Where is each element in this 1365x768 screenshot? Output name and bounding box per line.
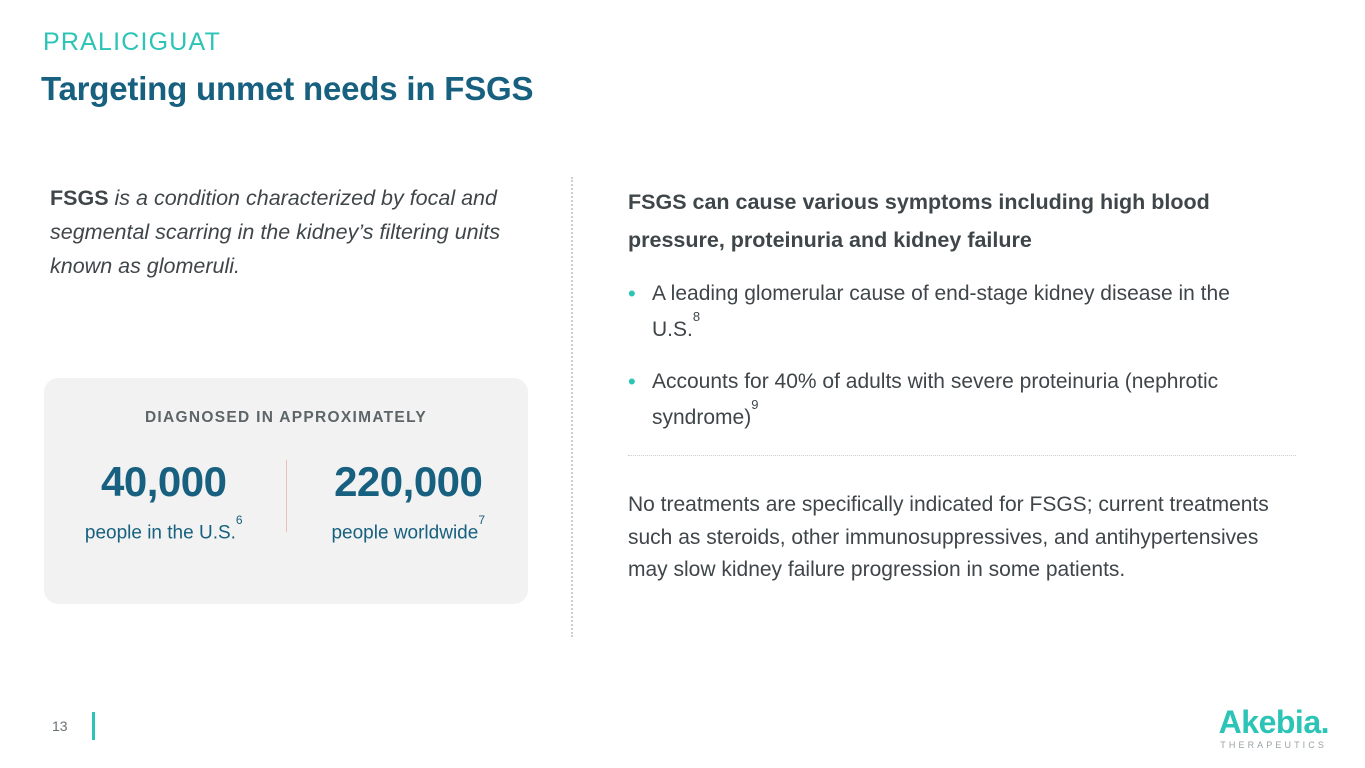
stat-block-us (44, 456, 284, 546)
eyebrow-label: PRALICIGUAT (43, 28, 222, 56)
stat-number-us: 40,000 (101, 458, 227, 505)
lead-paragraph (50, 181, 520, 283)
page-number-tick (92, 712, 95, 740)
lead-paragraph-rest: is a condition characterized by focal and segmental scarring in the kidney’s filtering units known as glomeruli. (50, 186, 501, 278)
page-title: Targeting unmet needs in FSGS (41, 70, 534, 107)
left-column (50, 181, 520, 283)
stat-caption-worldwide-text: people worldwide (331, 522, 479, 544)
horizontal-divider (628, 455, 1296, 457)
list-item-text-body: A leading glomerular cause of end-stage kidney disease in the U.S. (652, 282, 1230, 341)
stat-caption-us-footnote: 6 (235, 512, 243, 527)
stat-separator (286, 460, 287, 532)
list-item-text (652, 279, 1252, 345)
right-column (628, 183, 1298, 587)
list-item-footnote: 8 (692, 308, 701, 324)
treatment-paragraph: No treatments are specifically indicated for FSGS; current treatments such as steroids, other immunosuppressives, and antihypertensives may slow kidney failure progression in some patients. (628, 493, 1269, 581)
stat-caption-us (48, 514, 280, 546)
list-item (628, 367, 1298, 433)
bullet-list (628, 279, 1298, 433)
right-heading: FSGS can cause various symptoms including high blood pressure, proteinuria and kidney failure (628, 190, 1210, 252)
page-number: 13 (52, 718, 68, 734)
stat-number-worldwide: 220,000 (334, 458, 483, 505)
stat-card-label: DIAGNOSED IN APPROXIMATELY (144, 409, 428, 426)
list-item-text-body: Accounts for 40% of adults with severe proteinuria (nephrotic syndrome) (652, 370, 1219, 429)
list-item-footnote: 9 (751, 396, 759, 412)
stat-caption-us-text: people in the U.S. (84, 522, 236, 544)
logo-wordmark (1219, 706, 1329, 738)
akebia-logo (1219, 706, 1329, 750)
list-item (628, 279, 1298, 345)
vertical-divider (571, 177, 574, 637)
logo-wordmark-text: Akebia (1218, 704, 1321, 740)
bullet-dot-icon: • (628, 369, 636, 394)
logo-dot-icon: . (1320, 704, 1329, 740)
stat-caption-worldwide (293, 514, 525, 546)
logo-subtitle: THERAPEUTICS (1220, 740, 1327, 750)
lead-paragraph-strong: FSGS (50, 186, 109, 210)
list-item-text (652, 367, 1252, 433)
stat-caption-worldwide-footnote: 7 (478, 512, 485, 527)
stat-card (44, 378, 528, 604)
stat-block-worldwide (289, 456, 529, 546)
stat-row (44, 456, 528, 546)
bullet-dot-icon: • (628, 281, 636, 306)
